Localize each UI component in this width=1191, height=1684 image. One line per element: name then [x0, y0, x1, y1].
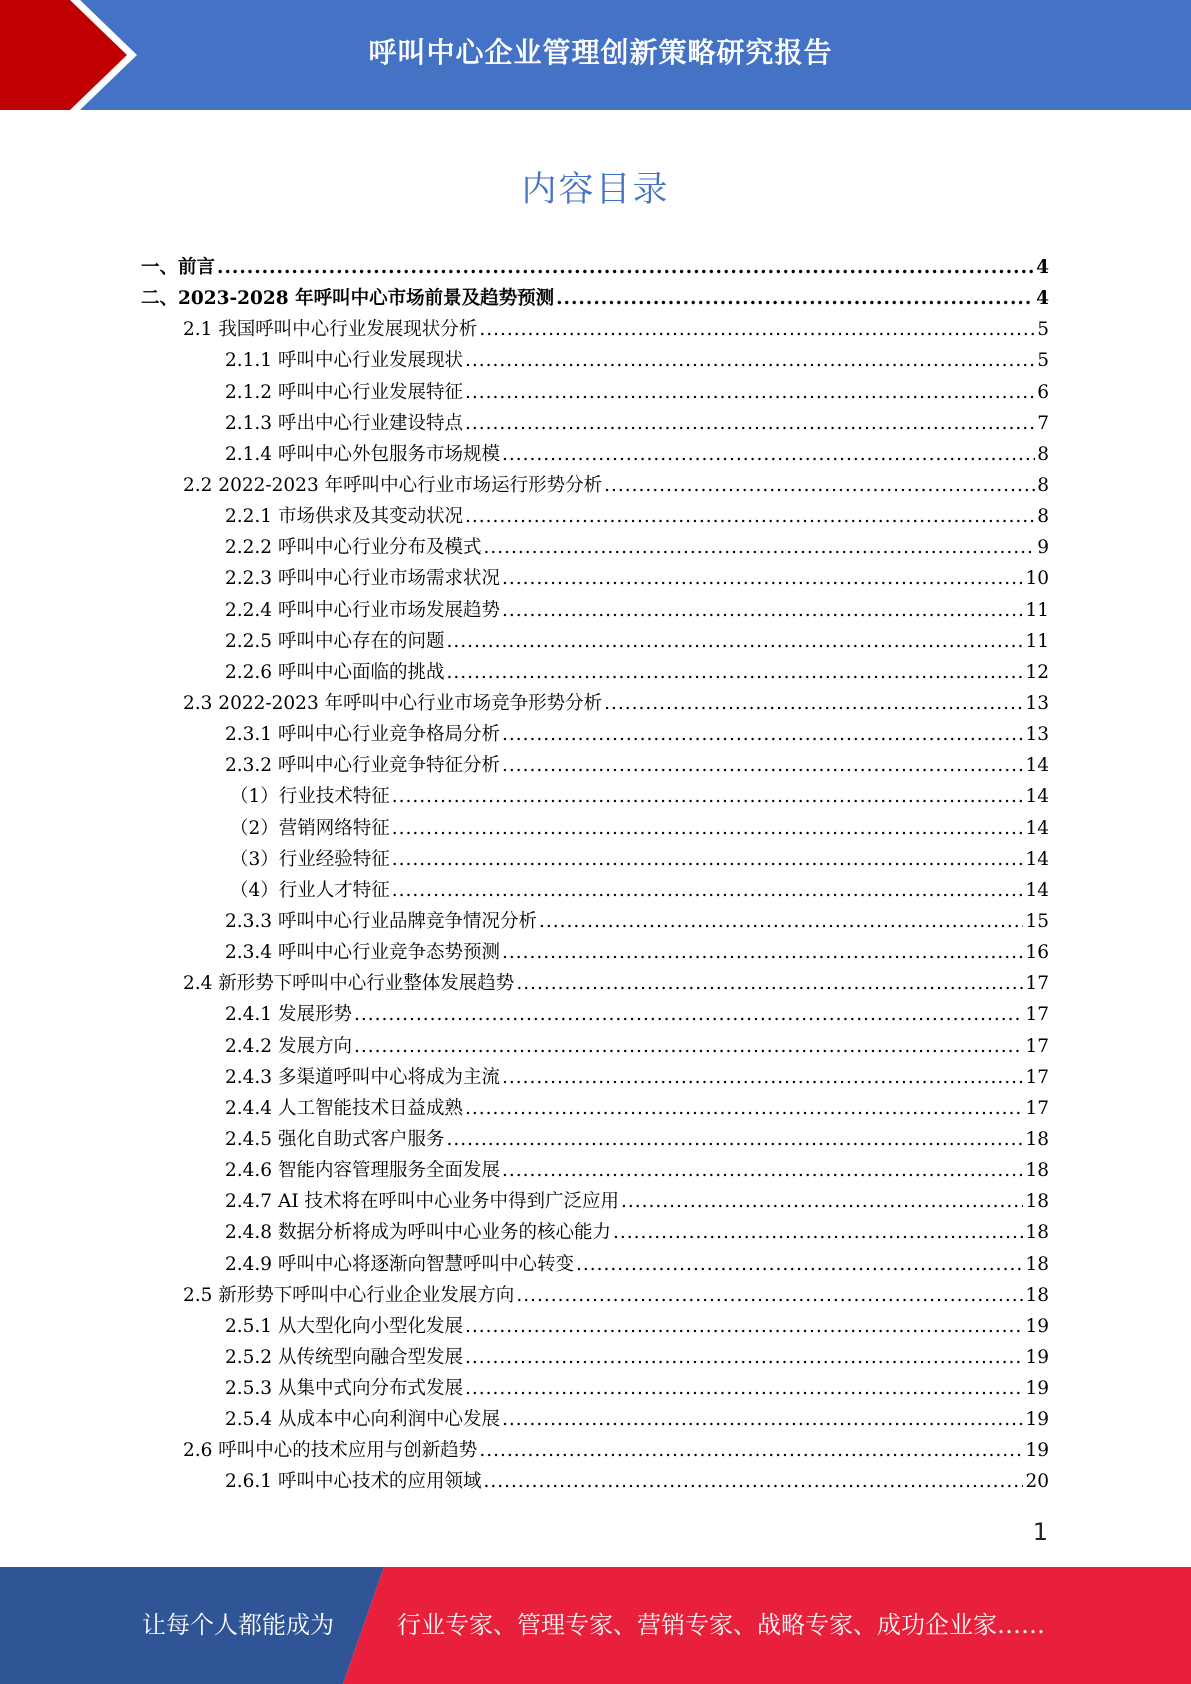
- toc-entry-page: 17: [1025, 1035, 1049, 1057]
- toc-entry-title: 2.3.3 呼叫中心行业品牌竞争情况分析: [225, 910, 537, 932]
- toc-entry-title: 2.4.4 人工智能技术日益成熟: [225, 1097, 463, 1119]
- toc-entry[interactable]: [141, 440, 1049, 471]
- toc-dot-leader: [465, 1347, 1023, 1368]
- toc-entry-title: 2.4.7 AI 技术将在呼叫中心业务中得到广泛应用: [225, 1191, 620, 1213]
- toc-entry-title: 2.5.3 从集中式向分布式发展: [225, 1378, 463, 1400]
- toc-dot-leader: [392, 786, 1024, 807]
- toc-entry[interactable]: [141, 1094, 1049, 1125]
- toc-entry[interactable]: [141, 378, 1049, 409]
- toc-dot-leader: [613, 1222, 1023, 1243]
- page-number: 1: [1032, 1518, 1048, 1546]
- toc-dot-leader: [604, 693, 1023, 714]
- toc-entry-page: 9: [1037, 537, 1049, 559]
- toc-dot-leader: [446, 662, 1023, 683]
- toc-entry-title: 2.5.1 从大型化向小型化发展: [225, 1315, 463, 1337]
- toc-entry-page: 14: [1025, 786, 1049, 808]
- toc-entry[interactable]: [141, 471, 1049, 502]
- toc-entry-page: 5: [1037, 319, 1049, 341]
- toc-entry-title: 2.2.3 呼叫中心行业市场需求状况: [225, 568, 500, 590]
- header-band: [0, 0, 1191, 110]
- toc-entry-title: 2.5 新形势下呼叫中心行业企业发展方向: [183, 1284, 515, 1306]
- toc-entry[interactable]: [141, 1187, 1049, 1218]
- toc-entry-title: 2.3.1 呼叫中心行业竞争格局分析: [225, 724, 500, 746]
- toc-entry[interactable]: [141, 689, 1049, 720]
- toc-entry-page: 11: [1025, 599, 1049, 621]
- toc-entry-page: 13: [1025, 692, 1049, 714]
- toc-entry-title: 2.1.2 呼叫中心行业发展特征: [225, 381, 463, 403]
- toc-dot-leader: [479, 1440, 1023, 1461]
- toc-entry-title: 2.1 我国呼叫中心行业发展现状分析: [183, 319, 478, 341]
- toc-entry-title: （1）行业技术特征: [230, 786, 390, 808]
- toc-entry-page: 18: [1025, 1160, 1049, 1182]
- toc-entry[interactable]: [141, 1063, 1049, 1094]
- toc-entry-title: 2.6 呼叫中心的技术应用与创新趋势: [183, 1440, 478, 1462]
- toc-dot-leader: [465, 1098, 1023, 1119]
- toc-entry-title: 2.4.2 发展方向: [225, 1035, 352, 1057]
- toc-entry[interactable]: [141, 658, 1049, 689]
- toc-entry-title: 2.6.1 呼叫中心技术的应用领域: [225, 1471, 482, 1493]
- toc-entry-title: 2.4.3 多渠道呼叫中心将成为主流: [225, 1066, 500, 1088]
- toc-entry-title: （3）行业经验特征: [230, 848, 390, 870]
- toc-entry-title: 2.2.4 呼叫中心行业市场发展趋势: [225, 599, 500, 621]
- toc-dot-leader: [479, 319, 1035, 340]
- toc-dot-leader: [483, 537, 1035, 558]
- toc-entry-page: 14: [1025, 848, 1049, 870]
- toc-entry[interactable]: [141, 751, 1049, 782]
- toc-entry-page: 8: [1037, 474, 1049, 496]
- toc-entry-page: 19: [1025, 1440, 1049, 1462]
- toc-entry-page: 10: [1025, 568, 1049, 590]
- toc-dot-leader: [446, 1129, 1023, 1150]
- toc-entry[interactable]: [141, 1405, 1049, 1436]
- toc-entry-page: 5: [1037, 350, 1049, 372]
- toc-dot-leader: [539, 911, 1023, 932]
- toc-entry[interactable]: [141, 1343, 1049, 1374]
- footer-band: [0, 1567, 1191, 1684]
- toc-entry-title: 二、2023-2028 年呼叫中心市场前景及趋势预测: [141, 288, 555, 310]
- toc-entry-page: 4: [1036, 288, 1049, 310]
- toc-entry[interactable]: [141, 1218, 1049, 1249]
- toc-entry-title: 2.4.5 强化自助式客户服务: [225, 1128, 445, 1150]
- toc-heading: 内容目录: [521, 170, 670, 210]
- toc-entry[interactable]: [141, 876, 1049, 907]
- toc-entry-page: 19: [1025, 1409, 1049, 1431]
- toc-entry[interactable]: [141, 1312, 1049, 1343]
- toc-entry-page: 20: [1025, 1471, 1049, 1493]
- toc-dot-leader: [392, 880, 1024, 901]
- toc-entry-title: 2.4.8 数据分析将成为呼叫中心业务的核心能力: [225, 1222, 611, 1244]
- toc-entry[interactable]: [141, 315, 1049, 346]
- toc-entry-title: 2.4.1 发展形势: [225, 1004, 352, 1026]
- toc-entry-title: 2.3 2022-2023 年呼叫中心行业市场竞争形势分析: [183, 692, 603, 714]
- toc-entry[interactable]: [141, 596, 1049, 627]
- toc-entry-page: 11: [1025, 630, 1049, 652]
- toc-entry-page: 17: [1025, 1066, 1049, 1088]
- toc-dot-leader: [465, 506, 1035, 527]
- toc-dot-leader: [392, 818, 1024, 839]
- toc-entry-page: 16: [1025, 942, 1049, 964]
- toc-entry-title: 2.1.3 呼出中心行业建设特点: [225, 412, 463, 434]
- toc-dot-leader: [576, 1254, 1023, 1275]
- toc-entry[interactable]: [141, 409, 1049, 440]
- toc-entry[interactable]: [141, 1032, 1049, 1063]
- toc-entry[interactable]: [141, 284, 1049, 315]
- toc-entry[interactable]: [141, 1281, 1049, 1312]
- toc-dot-leader: [502, 1409, 1023, 1430]
- toc-entry-title: 2.4.6 智能内容管理服务全面发展: [225, 1160, 500, 1182]
- toc-entry[interactable]: [141, 1156, 1049, 1187]
- toc-entry[interactable]: [141, 253, 1049, 284]
- footer-slogan-right: 行业专家、管理专家、营销专家、战略专家、成功企业家……: [397, 1611, 1045, 1639]
- toc-entry-title: 2.4 新形势下呼叫中心行业整体发展趋势: [183, 973, 515, 995]
- toc-entry-title: （4）行业人才特征: [230, 879, 390, 901]
- toc-dot-leader: [354, 1036, 1024, 1057]
- toc-entry-title: 2.5.2 从传统型向融合型发展: [225, 1346, 463, 1368]
- toc-dot-leader: [483, 1471, 1023, 1492]
- toc-entry[interactable]: [141, 782, 1049, 813]
- toc-entry[interactable]: [141, 627, 1049, 658]
- toc-entry-page: 18: [1025, 1253, 1049, 1275]
- toc-dot-leader: [502, 942, 1023, 963]
- toc-entry-title: 2.5.4 从成本中心向利润中心发展: [225, 1409, 500, 1431]
- toc-entry-page: 8: [1037, 506, 1049, 528]
- toc-entry-page: 17: [1025, 973, 1049, 995]
- toc-dot-leader: [502, 755, 1023, 776]
- toc-dot-leader: [502, 724, 1023, 745]
- footer-slogan-left: 让每个人都能成为: [142, 1611, 334, 1639]
- toc-entry-page: 4: [1036, 257, 1049, 278]
- toc-entry-title: 2.2.5 呼叫中心存在的问题: [225, 630, 445, 652]
- toc-entry-page: 15: [1025, 910, 1049, 932]
- toc-dot-leader: [465, 413, 1035, 434]
- toc-dot-leader: [465, 382, 1035, 403]
- toc-dot-leader: [465, 1316, 1023, 1337]
- toc-entry-page: 8: [1037, 443, 1049, 465]
- toc-entry-title: 2.1.1 呼叫中心行业发展现状: [225, 350, 463, 372]
- toc-entry[interactable]: [141, 1125, 1049, 1156]
- toc-entry-page: 18: [1025, 1128, 1049, 1150]
- toc-dot-leader: [516, 1285, 1023, 1306]
- toc-entry-page: 18: [1025, 1222, 1049, 1244]
- toc-entry[interactable]: [141, 1250, 1049, 1281]
- toc-entry-page: 17: [1025, 1004, 1049, 1026]
- toc-dot-leader: [502, 1160, 1023, 1181]
- toc-entry-title: 2.2.6 呼叫中心面临的挑战: [225, 661, 445, 683]
- toc-entry-page: 14: [1025, 817, 1049, 839]
- toc-dot-leader: [502, 444, 1035, 465]
- toc-entry-page: 18: [1025, 1191, 1049, 1213]
- toc-entry-title: 2.3.4 呼叫中心行业竞争态势预测: [225, 942, 500, 964]
- toc-dot-leader: [465, 1378, 1023, 1399]
- toc-entry-title: 2.4.9 呼叫中心将逐渐向智慧呼叫中心转变: [225, 1253, 574, 1275]
- toc-entry[interactable]: [141, 502, 1049, 533]
- toc-entry[interactable]: [141, 346, 1049, 377]
- toc-dot-leader: [502, 568, 1023, 589]
- toc-entry-page: 19: [1025, 1315, 1049, 1337]
- toc-entry-page: 12: [1025, 661, 1049, 683]
- toc-entry[interactable]: [141, 1374, 1049, 1405]
- toc-entry-page: 17: [1025, 1097, 1049, 1119]
- toc-dot-leader: [556, 288, 1034, 309]
- toc-entry-page: 7: [1037, 412, 1049, 434]
- toc-dot-leader: [604, 475, 1035, 496]
- toc-entry-page: 13: [1025, 724, 1049, 746]
- toc-dot-leader: [621, 1191, 1023, 1212]
- toc-dot-leader: [217, 257, 1034, 278]
- toc-entry[interactable]: [141, 907, 1049, 938]
- toc-entry-page: 14: [1025, 879, 1049, 901]
- toc-entry[interactable]: [141, 938, 1049, 969]
- report-title: 呼叫中心企业管理创新策略研究报告: [368, 36, 833, 69]
- toc-dot-leader: [502, 600, 1023, 621]
- toc-entry[interactable]: [141, 845, 1049, 876]
- toc-entry[interactable]: [141, 1467, 1049, 1498]
- toc-entry[interactable]: [141, 814, 1049, 845]
- toc-entry-page: 18: [1025, 1284, 1049, 1306]
- toc-entry-title: 2.2.1 市场供求及其变动状况: [225, 506, 463, 528]
- toc-entry-title: 2.3.2 呼叫中心行业竞争特征分析: [225, 755, 500, 777]
- toc-entry[interactable]: [141, 1000, 1049, 1031]
- toc-entry-title: 2.2.2 呼叫中心行业分布及模式: [225, 537, 482, 559]
- toc-entry[interactable]: [141, 1436, 1049, 1467]
- toc-entry-title: 2.1.4 呼叫中心外包服务市场规模: [225, 443, 500, 465]
- toc-dot-leader: [502, 1067, 1023, 1088]
- table-of-contents: [141, 253, 1049, 1499]
- toc-entry[interactable]: [141, 720, 1049, 751]
- toc-entry[interactable]: [141, 564, 1049, 595]
- toc-entry-title: 2.2 2022-2023 年呼叫中心行业市场运行形势分析: [183, 474, 603, 496]
- toc-entry[interactable]: [141, 533, 1049, 564]
- toc-dot-leader: [446, 631, 1023, 652]
- toc-dot-leader: [392, 849, 1024, 870]
- toc-entry-title: 一、前言: [141, 257, 216, 278]
- toc-dot-leader: [465, 350, 1035, 371]
- toc-dot-leader: [516, 973, 1023, 994]
- toc-entry[interactable]: [141, 969, 1049, 1000]
- toc-entry-title: （2）营销网络特征: [230, 817, 390, 839]
- toc-entry-page: 14: [1025, 755, 1049, 777]
- toc-dot-leader: [354, 1004, 1024, 1025]
- toc-entry-page: 6: [1037, 381, 1049, 403]
- toc-entry-page: 19: [1025, 1378, 1049, 1400]
- toc-entry-page: 19: [1025, 1346, 1049, 1368]
